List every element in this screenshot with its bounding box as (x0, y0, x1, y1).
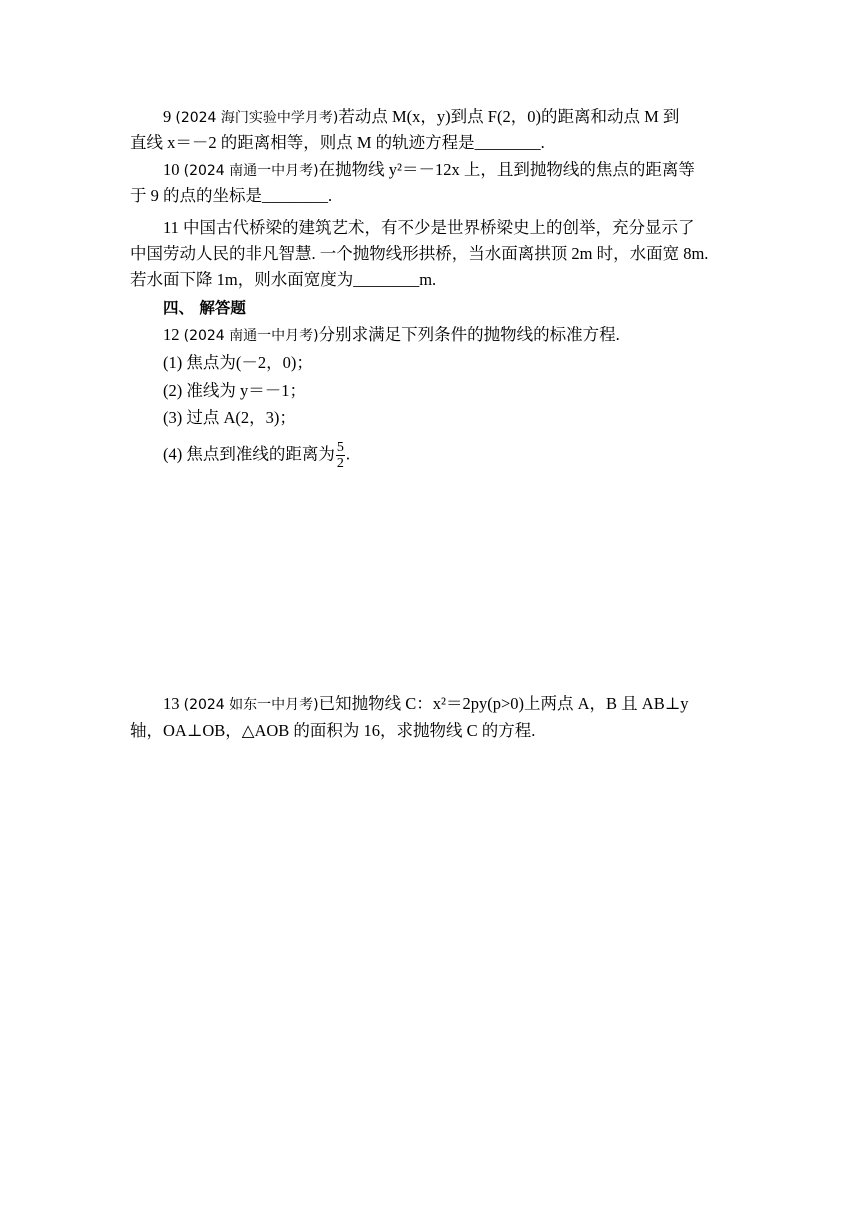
question-11-line-2: 中国劳动人民的非凡智慧. 一个抛物线形拱桥，当水面离拱顶 2m 时，水面宽 8m. (130, 244, 709, 263)
question-12-item-4-period: . (345, 444, 350, 464)
question-13-source: (2024 如东一中月考) (183, 697, 319, 713)
question-12-item-4-text: (4) 焦点到准线的距离为 (163, 444, 335, 464)
fraction-denominator: 2 (336, 456, 344, 471)
question-9-line-2 (130, 132, 730, 154)
question-12-stem (163, 324, 763, 347)
question-10-source: (2024 南通一中月考) (183, 163, 319, 179)
question-9-number: 9 (163, 107, 172, 126)
question-9-line-1 (163, 106, 730, 129)
question-12-item-3: (3) 过点 A(2，3)； (163, 408, 296, 427)
question-12-item-2: (2) 准线为 y＝－1； (163, 381, 306, 400)
question-12-text: 分别求满足下列条件的抛物线的标准方程. (318, 325, 620, 344)
question-13-text-1: 已知抛物线 C：x²＝2py(p>0)上两点 A，B 且 AB⊥y (318, 694, 689, 713)
question-9-source: (2024 海门实验中学月考) (175, 110, 339, 126)
question-11-line-3: 若水面下降 1m，则水面宽度为________m. (130, 270, 437, 289)
section-heading: 四、 解答题 (163, 299, 246, 317)
question-10-line-1 (163, 159, 730, 182)
fraction-numerator: 5 (336, 440, 344, 455)
question-9-text-1: 若动点 M(x，y)到点 F(2，0)的距离和动点 M 到 (338, 107, 680, 126)
question-13-number: 13 (163, 694, 180, 713)
question-10-text-2: 于 9 的点的坐标是________. (130, 186, 333, 205)
question-10-line-2 (130, 185, 730, 207)
question-13-line-2: 轴，OA⊥OB，△AOB 的面积为 16，求抛物线 C 的方程. (130, 721, 536, 740)
question-10-text-1: 在抛物线 y²＝－12x 上，且到抛物线的焦点的距离等 (318, 160, 695, 179)
fraction-five-halves (336, 440, 345, 471)
question-12-source: (2024 南通一中月考) (183, 328, 319, 344)
question-11-line-1: 11 中国古代桥梁的建筑艺术，有不少是世界桥梁史上的创举，充分显示了 (163, 218, 695, 237)
question-9-text-2: 直线 x＝－2 的距离相等，则点 M 的轨迹方程是________. (130, 133, 545, 152)
question-12-number: 12 (163, 325, 180, 344)
question-12-item-1: (1) 焦点为(－2，0)； (163, 353, 313, 372)
question-13-line-1 (163, 693, 730, 716)
question-12-item-4 (163, 440, 763, 471)
question-10-number: 10 (163, 160, 180, 179)
